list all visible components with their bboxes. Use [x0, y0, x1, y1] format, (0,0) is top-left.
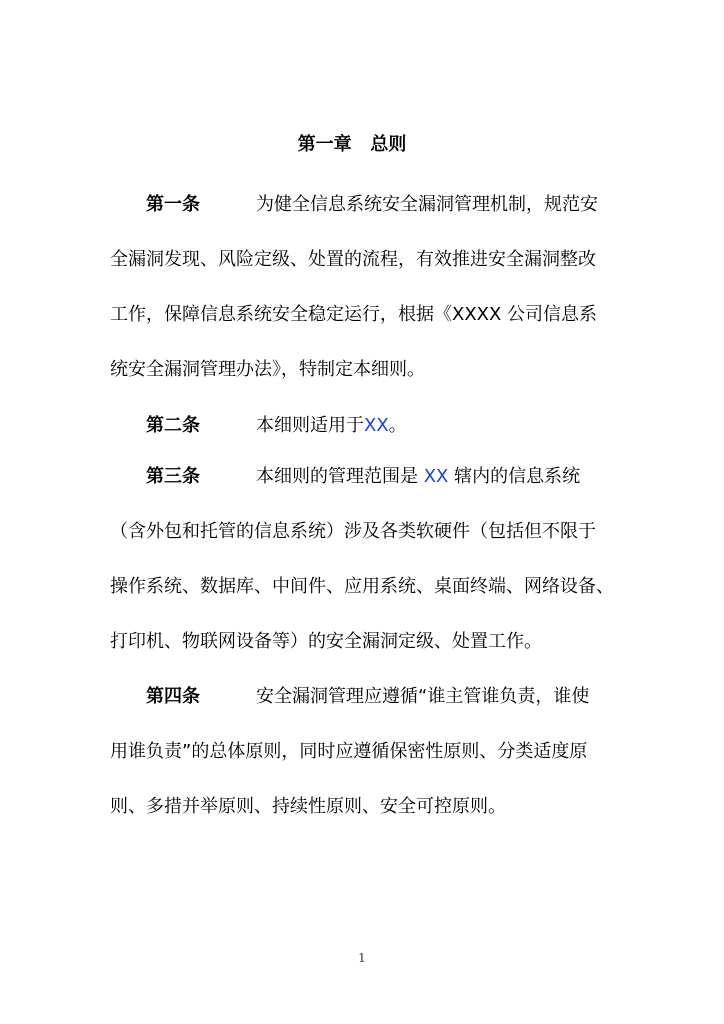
article-2-text-end: 。 — [388, 415, 407, 436]
article-3-highlight: XX — [418, 466, 455, 487]
article-1-line-1: 为健全信息系统安全漏洞管理机制，规范安 — [256, 194, 598, 215]
article-1-line-2: 全漏洞发现、风险定级、处置的流程，有效推进安全漏洞整改 — [110, 249, 596, 270]
article-4-line-1: 安全漏洞管理应遵循“谁主管谁负责，谁使 — [256, 686, 590, 707]
page-number: 1 — [358, 951, 366, 965]
article-2-text: 本细则适用于 — [256, 415, 364, 436]
article-1-number: 第一条 — [146, 194, 200, 215]
article-3 — [110, 449, 630, 669]
article-3-number: 第三条 — [146, 466, 200, 487]
article-1-line-3: 工作，保障信息系统安全稳定运行，根据《XXXX 公司信息系 — [110, 304, 598, 325]
article-1-line-4: 统安全漏洞管理办法》，特制定本细则。 — [110, 359, 425, 380]
article-2-highlight: XX — [364, 415, 389, 436]
article-4-line-3: 则、多措并举原则、持续性原则、安全可控原则。 — [110, 796, 506, 817]
article-3-line-3: 操作系统、数据库、中间件、应用系统、桌面终端、网络设备、 — [110, 576, 614, 597]
article-3-text: 本细则的管理范围是 — [256, 466, 418, 487]
chapter-title: 第一章 总则 — [297, 134, 407, 155]
article-3-line-4: 打印机、物联网设备等）的安全漏洞定级、处置工作。 — [110, 631, 542, 652]
article-1 — [110, 177, 630, 397]
article-3-text-cont: 辖内的信息系统 — [454, 466, 581, 487]
article-4 — [110, 669, 630, 834]
article-2 — [110, 398, 630, 453]
article-2-number: 第二条 — [146, 415, 200, 436]
article-4-line-2: 用谁负责”的总体原则，同时应遵循保密性原则、分类适度原 — [110, 741, 588, 762]
article-3-line-2: （含外包和托管的信息系统）涉及各类软硬件（包括但不限于 — [110, 521, 596, 542]
article-4-number: 第四条 — [146, 686, 200, 707]
